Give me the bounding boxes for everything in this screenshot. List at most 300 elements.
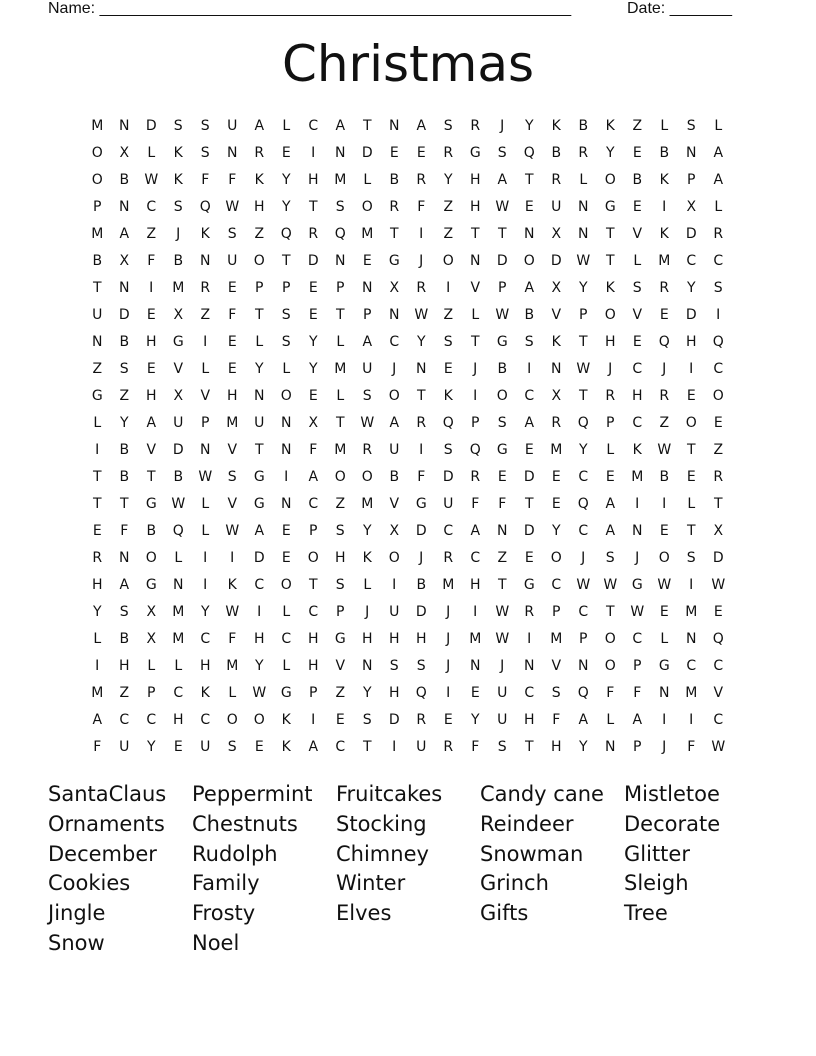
grid-letter: I <box>662 712 667 728</box>
grid-letter: D <box>388 712 401 728</box>
grid-letter: C <box>713 253 724 269</box>
grid-letter: Q <box>469 442 482 458</box>
grid-letter: G <box>253 469 266 485</box>
grid-letter: O <box>91 172 104 188</box>
grid-letter: I <box>689 577 694 593</box>
grid-letter: X <box>551 280 562 296</box>
grid-letter: R <box>200 280 211 296</box>
grid-letter: E <box>524 442 535 458</box>
grid-letter: D <box>361 145 374 161</box>
word-bank-item: Noel <box>192 930 240 955</box>
grid-letter: O <box>91 145 104 161</box>
grid-letter: G <box>334 631 347 647</box>
grid-letter: T <box>281 253 292 269</box>
grid-letter: M <box>550 631 563 647</box>
grid-letter: S <box>551 685 562 701</box>
grid-letter: C <box>632 361 643 377</box>
grid-letter: G <box>253 496 266 512</box>
grid-letter: L <box>714 199 723 215</box>
grid-letter: E <box>92 523 103 539</box>
grid-letter: C <box>389 334 400 350</box>
grid-letter: Z <box>146 226 157 242</box>
grid-letter: O <box>388 550 401 566</box>
grid-letter: P <box>606 415 615 431</box>
grid-letter: P <box>336 604 345 620</box>
grid-letter: N <box>119 118 130 134</box>
grid-letter: M <box>172 604 185 620</box>
grid-letter: S <box>416 658 427 674</box>
grid-row <box>84 707 732 734</box>
grid-letter: V <box>173 361 184 377</box>
grid-letter: J <box>662 739 667 755</box>
grid-letter: R <box>470 118 481 134</box>
grid-letter: Z <box>119 685 130 701</box>
grid-letter: A <box>524 415 535 431</box>
grid-letter: Y <box>254 361 265 377</box>
grid-letter: M <box>334 361 347 377</box>
grid-letter: T <box>119 496 130 512</box>
grid-letter: Q <box>577 415 590 431</box>
grid-letter: M <box>172 631 185 647</box>
word-bank-item: Grinch <box>480 871 549 896</box>
grid-letter: L <box>201 361 210 377</box>
grid-letter: T <box>713 496 724 512</box>
word-bank <box>48 780 768 959</box>
grid-letter: N <box>632 523 643 539</box>
grid-letter: H <box>685 334 698 350</box>
grid-letter: C <box>713 712 724 728</box>
grid-letter: F <box>417 469 426 485</box>
grid-letter: S <box>200 118 211 134</box>
grid-letter: V <box>227 442 238 458</box>
grid-letter: I <box>716 307 721 323</box>
grid-letter: E <box>659 604 670 620</box>
grid-letter: H <box>307 172 320 188</box>
grid-letter: U <box>362 361 373 377</box>
grid-letter: A <box>524 280 535 296</box>
grid-letter: G <box>658 658 671 674</box>
grid-letter: Z <box>335 496 346 512</box>
grid-letter: S <box>443 334 454 350</box>
grid-letter: N <box>605 739 616 755</box>
grid-letter: C <box>524 685 535 701</box>
grid-letter: I <box>203 334 208 350</box>
grid-letter: F <box>309 442 318 458</box>
grid-letter: W <box>657 442 672 458</box>
grid-letter: W <box>495 307 510 323</box>
grid-letter: P <box>579 307 588 323</box>
grid-letter: Z <box>254 226 265 242</box>
grid-letter: A <box>92 712 103 728</box>
grid-letter: I <box>230 550 235 566</box>
grid-letter: G <box>469 145 482 161</box>
grid-letter: O <box>604 172 617 188</box>
word-bank-item: Reindeer <box>480 811 574 836</box>
grid-letter: A <box>470 523 481 539</box>
grid-letter: A <box>254 523 265 539</box>
grid-letter: N <box>686 631 697 647</box>
grid-letter: V <box>632 307 643 323</box>
grid-letter: N <box>227 145 238 161</box>
grid-letter: E <box>281 550 292 566</box>
grid-letter: Q <box>712 631 725 647</box>
grid-row <box>84 194 732 221</box>
grid-letter: B <box>497 361 508 377</box>
puzzle-title: Christmas <box>281 35 535 93</box>
grid-letter: T <box>92 469 103 485</box>
grid-row <box>84 491 732 518</box>
word-bank-item: Ornaments <box>48 811 165 836</box>
grid-letter: W <box>495 631 510 647</box>
grid-letter: W <box>630 604 645 620</box>
grid-letter: Y <box>578 442 589 458</box>
grid-letter: C <box>578 604 589 620</box>
grid-letter: B <box>659 469 670 485</box>
grid-row <box>84 599 732 626</box>
grid-letter: O <box>253 712 266 728</box>
grid-letter: O <box>658 550 671 566</box>
grid-letter: P <box>147 685 156 701</box>
grid-letter: A <box>308 469 319 485</box>
grid-letter: E <box>335 712 346 728</box>
grid-letter: F <box>201 172 210 188</box>
grid-letter: E <box>686 469 697 485</box>
grid-letter: G <box>388 253 401 269</box>
grid-letter: D <box>550 253 563 269</box>
grid-letter: G <box>496 442 509 458</box>
grid-letter: W <box>171 496 186 512</box>
worksheet-header <box>48 0 748 20</box>
grid-letter: E <box>416 145 427 161</box>
grid-letter: C <box>713 658 724 674</box>
grid-letter: P <box>471 415 480 431</box>
grid-letter: L <box>714 118 723 134</box>
grid-letter: A <box>254 118 265 134</box>
grid-letter: Y <box>578 739 589 755</box>
grid-letter: F <box>417 199 426 215</box>
grid-letter: W <box>495 199 510 215</box>
grid-letter: Y <box>254 658 265 674</box>
grid-letter: T <box>92 280 103 296</box>
grid-letter: U <box>551 199 562 215</box>
grid-letter: O <box>280 388 293 404</box>
grid-letter: E <box>713 604 724 620</box>
grid-letter: S <box>443 118 454 134</box>
grid-letter: P <box>363 307 372 323</box>
grid-letter: Q <box>658 334 671 350</box>
grid-letter: V <box>335 658 346 674</box>
grid-letter: L <box>201 496 210 512</box>
grid-letter: I <box>662 496 667 512</box>
grid-letter: E <box>443 712 454 728</box>
grid-letter: E <box>551 496 562 512</box>
grid-letter: O <box>604 307 617 323</box>
word-bank-item: Snow <box>48 930 105 955</box>
grid-row <box>84 437 732 464</box>
grid-letter: E <box>227 334 238 350</box>
grid-letter: C <box>119 712 130 728</box>
grid-letter: C <box>443 523 454 539</box>
grid-letter: S <box>362 388 373 404</box>
grid-letter: T <box>605 226 616 242</box>
grid-letter: R <box>578 145 589 161</box>
grid-letter: L <box>201 523 210 539</box>
grid-letter: E <box>524 199 535 215</box>
grid-letter: G <box>523 577 536 593</box>
grid-letter: A <box>497 172 508 188</box>
grid-letter: Z <box>200 307 211 323</box>
grid-letter: E <box>524 550 535 566</box>
grid-letter: Z <box>443 199 454 215</box>
grid-letter: E <box>308 280 319 296</box>
grid-letter: J <box>473 361 478 377</box>
grid-letter: N <box>389 118 400 134</box>
grid-letter: O <box>280 577 293 593</box>
grid-letter: U <box>119 739 130 755</box>
grid-letter: H <box>145 334 158 350</box>
word-bank-item: Mistletoe <box>624 782 720 806</box>
grid-row <box>84 626 732 653</box>
grid-letter: E <box>173 739 184 755</box>
grid-letter: E <box>281 145 292 161</box>
grid-letter: C <box>200 712 211 728</box>
grid-letter: N <box>92 334 103 350</box>
grid-letter: Y <box>470 712 481 728</box>
grid-letter: B <box>578 118 589 134</box>
grid-letter: H <box>226 388 239 404</box>
grid-letter: J <box>608 361 613 377</box>
grid-letter: R <box>659 280 670 296</box>
grid-letter: E <box>713 415 724 431</box>
grid-letter: Y <box>686 280 697 296</box>
grid-letter: A <box>416 118 427 134</box>
grid-letter: N <box>362 658 373 674</box>
grid-letter: L <box>282 604 291 620</box>
grid-letter: K <box>605 118 616 134</box>
grid-letter: A <box>578 712 589 728</box>
grid-letter: D <box>712 550 725 566</box>
grid-letter: W <box>225 523 240 539</box>
grid-letter: I <box>662 199 667 215</box>
grid-letter: Q <box>712 334 725 350</box>
grid-letter: H <box>172 712 185 728</box>
grid-letter: L <box>282 361 291 377</box>
grid-letter: G <box>145 496 158 512</box>
grid-letter: I <box>473 388 478 404</box>
grid-letter: V <box>470 280 481 296</box>
grid-letter: N <box>416 361 427 377</box>
grid-letter: P <box>552 604 561 620</box>
grid-letter: N <box>551 361 562 377</box>
grid-letter: N <box>119 550 130 566</box>
grid-letter: L <box>579 172 588 188</box>
grid-letter: I <box>635 496 640 512</box>
grid-letter: M <box>361 226 374 242</box>
grid-letter: D <box>496 253 509 269</box>
grid-letter: A <box>308 739 319 755</box>
grid-letter: R <box>416 712 427 728</box>
word-bank-item: Chimney <box>336 841 429 866</box>
grid-letter: O <box>604 658 617 674</box>
grid-letter: X <box>389 523 400 539</box>
grid-letter: Y <box>308 334 319 350</box>
grid-letter: D <box>523 469 536 485</box>
grid-letter: K <box>551 118 562 134</box>
grid-letter: T <box>416 388 427 404</box>
grid-letter: K <box>281 739 292 755</box>
grid-letter: T <box>497 226 508 242</box>
grid-letter: E <box>470 685 481 701</box>
grid-letter: Y <box>443 172 454 188</box>
grid-letter: H <box>523 712 536 728</box>
grid-letter: W <box>252 685 267 701</box>
grid-letter: E <box>389 145 400 161</box>
grid-letter: J <box>419 253 424 269</box>
grid-letter: Y <box>524 118 535 134</box>
grid-letter: W <box>360 415 375 431</box>
grid-letter: D <box>685 307 698 323</box>
grid-letter: W <box>495 604 510 620</box>
grid-letter: V <box>551 307 562 323</box>
grid-letter: B <box>119 469 130 485</box>
grid-letter: E <box>443 361 454 377</box>
grid-letter: Q <box>199 199 212 215</box>
grid-letter: H <box>415 631 428 647</box>
grid-letter: K <box>551 334 562 350</box>
grid-letter: M <box>469 631 482 647</box>
grid-letter: H <box>361 631 374 647</box>
grid-letter: N <box>578 226 589 242</box>
grid-letter: I <box>446 685 451 701</box>
grid-letter: N <box>470 253 481 269</box>
grid-letter: N <box>335 253 346 269</box>
grid-letter: J <box>446 604 451 620</box>
grid-letter: M <box>91 226 104 242</box>
grid-letter: I <box>203 577 208 593</box>
grid-letter: R <box>551 172 562 188</box>
grid-letter: V <box>632 226 643 242</box>
grid-letter: K <box>227 577 238 593</box>
grid-letter: Q <box>172 523 185 539</box>
grid-letter: R <box>713 226 724 242</box>
grid-letter: A <box>605 523 616 539</box>
grid-letter: D <box>523 523 536 539</box>
grid-letter: T <box>335 415 346 431</box>
grid-letter: H <box>469 172 482 188</box>
grid-letter: B <box>92 253 103 269</box>
grid-letter: W <box>225 604 240 620</box>
grid-letter: D <box>415 604 428 620</box>
grid-letter: U <box>227 253 238 269</box>
grid-letter: H <box>631 388 644 404</box>
grid-letter: L <box>174 550 183 566</box>
word-bank-item: Chestnuts <box>192 811 298 836</box>
grid-letter: D <box>145 118 158 134</box>
grid-letter: A <box>335 118 346 134</box>
grid-letter: C <box>146 712 157 728</box>
grid-letter: Y <box>200 604 211 620</box>
grid-letter: C <box>146 199 157 215</box>
grid-letter: A <box>713 172 724 188</box>
grid-letter: B <box>389 469 400 485</box>
grid-letter: E <box>686 388 697 404</box>
grid-letter: J <box>635 550 640 566</box>
grid-letter: C <box>470 550 481 566</box>
grid-letter: R <box>443 145 454 161</box>
grid-letter: I <box>95 442 100 458</box>
word-bank-item: Tree <box>624 901 668 926</box>
grid-letter: C <box>632 631 643 647</box>
grid-letter: T <box>362 739 373 755</box>
grid-letter: W <box>576 253 591 269</box>
grid-letter: Z <box>119 388 130 404</box>
grid-letter: K <box>173 145 184 161</box>
grid-letter: S <box>713 280 724 296</box>
grid-letter: I <box>284 469 289 485</box>
grid-letter: T <box>605 604 616 620</box>
grid-letter: D <box>685 226 698 242</box>
grid-letter: L <box>174 658 183 674</box>
grid-letter: W <box>414 307 429 323</box>
word-bank-item: Fruitcakes <box>336 782 443 806</box>
grid-letter: K <box>200 226 211 242</box>
grid-letter: X <box>308 415 319 431</box>
grid-letter: L <box>147 145 156 161</box>
grid-letter: E <box>227 361 238 377</box>
grid-letter: B <box>659 145 670 161</box>
grid-letter: Q <box>415 685 428 701</box>
grid-letter: Y <box>308 361 319 377</box>
grid-letter: W <box>576 361 591 377</box>
grid-letter: A <box>713 145 724 161</box>
grid-letter: K <box>200 685 211 701</box>
grid-letter: K <box>443 388 454 404</box>
grid-row <box>84 356 732 383</box>
grid-letter: S <box>227 739 238 755</box>
grid-letter: B <box>173 253 184 269</box>
grid-letter: S <box>497 739 508 755</box>
grid-letter: S <box>497 415 508 431</box>
grid-letter: N <box>173 577 184 593</box>
grid-letter: C <box>254 577 265 593</box>
grid-letter: K <box>173 172 184 188</box>
grid-letter: F <box>93 739 102 755</box>
grid-letter: S <box>227 226 238 242</box>
grid-letter: I <box>527 631 532 647</box>
grid-letter: R <box>254 145 265 161</box>
grid-letter: I <box>311 712 316 728</box>
grid-letter: C <box>200 631 211 647</box>
grid-letter: J <box>500 118 505 134</box>
grid-letter: H <box>253 199 266 215</box>
grid-letter: J <box>581 550 586 566</box>
grid-letter: V <box>227 496 238 512</box>
grid-letter: M <box>334 172 347 188</box>
grid-letter: R <box>470 469 481 485</box>
grid-letter: L <box>255 334 264 350</box>
grid-letter: N <box>524 226 535 242</box>
grid-letter: Z <box>632 118 643 134</box>
grid-letter: M <box>550 442 563 458</box>
grid-letter: Z <box>443 307 454 323</box>
grid-letter: M <box>91 118 104 134</box>
grid-letter: Y <box>416 334 427 350</box>
grid-row <box>84 680 732 707</box>
grid-letter: Y <box>281 172 292 188</box>
grid-letter: Y <box>146 739 157 755</box>
grid-letter: X <box>119 145 130 161</box>
grid-letter: P <box>309 685 318 701</box>
